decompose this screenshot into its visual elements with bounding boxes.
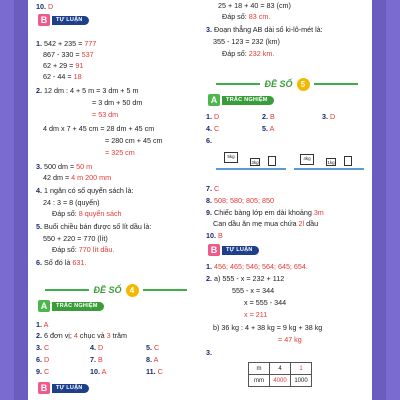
answer-value: D: [98, 343, 104, 352]
question-number: 10.: [206, 231, 216, 240]
question-number: 3.: [36, 343, 42, 352]
q5-calc: [43, 234, 108, 243]
answer-value: D: [214, 112, 220, 121]
tl5-q1: [206, 262, 308, 271]
r-q3-calc: [213, 37, 280, 46]
expression: = 280 cm + 45 cm: [105, 136, 163, 145]
question-number: 9.: [36, 367, 42, 376]
q2-row-4: [43, 124, 154, 133]
expression: a) 555 - x = 232 + 112: [214, 274, 285, 283]
section-label: TỰ LUẬN: [222, 246, 259, 255]
answer-page: [28, 0, 372, 400]
question-number: 3.: [206, 25, 212, 34]
mc5-q7: [206, 184, 219, 193]
tl5-q2-a4: [244, 310, 267, 319]
question-text: Số đó là: [44, 258, 73, 267]
expression: 867 - 330 =: [43, 50, 82, 59]
weight-label: 3kg: [251, 160, 259, 165]
question-number: 9.: [206, 208, 212, 217]
calculation: 550 + 220 = 770 (lít): [43, 234, 108, 243]
weight-1kg: [326, 158, 336, 166]
expression: 542 + 235 =: [44, 39, 85, 48]
mc4-q6: [36, 355, 49, 364]
section-letter: A: [208, 94, 220, 106]
q2-row-2: [92, 98, 142, 107]
expression: = 3 dm + 50 dm: [92, 98, 143, 107]
answer-value: 18: [73, 72, 82, 81]
question-text: Buổi chiều bán được số lít dầu là:: [44, 222, 152, 231]
tu-luan-header: [38, 14, 89, 26]
text-part: Chiếc bàng lớp em dài khoảng: [214, 208, 314, 217]
question-number: 8.: [146, 355, 152, 364]
r-q3-answer: [222, 49, 274, 58]
de-so-5-heading: [206, 77, 368, 91]
answer-value: 4 m 200 mm: [71, 173, 112, 182]
mc5-q5: [262, 124, 274, 133]
section-label: TỰ LUẬN: [52, 16, 89, 25]
answer-value: = 53 dm: [92, 110, 119, 119]
mc5-q2: [262, 112, 275, 121]
answer-value: = 47 kg: [278, 335, 302, 344]
mc5-q4: [206, 124, 219, 133]
top-answer: [222, 12, 270, 21]
heading-rule-right: [143, 289, 187, 291]
heading-label: ĐỀ SỐ: [93, 285, 122, 295]
mc4-q10: [90, 367, 106, 376]
question-number: 4.: [206, 124, 212, 133]
expression: 42 dm =: [43, 173, 72, 182]
answer-value: 8 quyển sách: [78, 209, 122, 218]
answer-prefix: Đáp số:: [222, 49, 249, 58]
tl5-q2-b1: [213, 323, 322, 332]
expression: 62 + 29 =: [43, 61, 76, 70]
tl5-q3: [206, 348, 212, 357]
expression: x = 555 - 344: [244, 298, 287, 307]
table-cell: m: [249, 363, 270, 375]
calculation: 355 - 123 = 232 (km): [213, 37, 280, 46]
mc4-q4: [90, 343, 103, 352]
tl5-q2-a2: [232, 286, 274, 295]
background-stripe-left: [0, 0, 14, 400]
question-number: 6.: [36, 355, 42, 364]
box-item: [344, 156, 352, 166]
mc4-q9: [36, 367, 49, 376]
answer-prefix: Đáp số:: [52, 209, 79, 218]
q1-row-1: [36, 39, 96, 48]
question-number: 1.: [206, 112, 212, 121]
q4-text: [36, 186, 134, 195]
question-number: 11.: [146, 367, 156, 376]
q4-answer: [52, 209, 122, 218]
box-item: [268, 156, 276, 166]
answer-value: A: [153, 355, 159, 364]
mc4-q1: [36, 320, 48, 329]
answer-value: C: [154, 343, 160, 352]
section-label: TRẮC NGHIỆM: [52, 302, 104, 311]
question-number: 4.: [36, 186, 42, 195]
mc4-q8: [146, 355, 158, 364]
mc4-q7: [90, 355, 103, 364]
answer-value: A: [43, 320, 49, 329]
table-cell: 4000: [270, 375, 291, 387]
answer-value: C: [44, 343, 50, 352]
expression: 500 dm =: [44, 162, 77, 171]
q3-row-2: [43, 173, 111, 182]
unit-table: [248, 362, 312, 387]
r-q3-text: [206, 25, 323, 34]
answer-value: 631.: [72, 258, 87, 267]
mc5-q3: [322, 112, 335, 121]
trac-nghiem-header: [38, 300, 104, 312]
q2-row-3: [92, 110, 118, 119]
q1-row-4: [43, 72, 82, 81]
answer-value: 4: [73, 331, 78, 340]
answer-value: 537: [81, 50, 94, 59]
text-part: 6 đơn vị;: [44, 331, 74, 340]
table-row: [249, 363, 312, 375]
q5-answer: [52, 245, 114, 254]
heading-rule-left: [216, 83, 260, 85]
answer-value: 2l: [298, 219, 305, 228]
section-letter: A: [38, 300, 50, 312]
table-cell: 1: [291, 363, 312, 375]
calculation: 24 : 3 = 8 (quyển): [43, 198, 100, 207]
question-number: 3.: [206, 348, 212, 357]
question-number: 5.: [146, 343, 152, 352]
weight-label: 1kg: [327, 160, 335, 165]
answer-value: 91: [75, 61, 84, 70]
weight-4kg: [300, 154, 314, 165]
text-part: dầu: [304, 219, 319, 228]
expression: 62 - 44 =: [43, 72, 74, 81]
answer-value: A: [269, 124, 275, 133]
answer-value: = 325 cm: [105, 148, 135, 157]
q2-row-1: [36, 86, 138, 95]
tl5-q2-b2: [278, 335, 302, 344]
question-number: 7.: [206, 184, 212, 193]
answer-value: 456; 465; 546; 564; 645; 654.: [214, 262, 308, 271]
answer-value: 50 m: [76, 162, 93, 171]
question-number: 3.: [322, 112, 328, 121]
question-number: 10.: [36, 2, 46, 11]
section-letter: B: [208, 244, 220, 256]
question-number: 3.: [36, 162, 42, 171]
background-stripe-right: [386, 0, 400, 400]
expression: 12 dm : 4 + 5 m = 3 dm + 5 m: [44, 86, 139, 95]
answer-value: 508; 580; 805; 850: [214, 196, 274, 205]
answer-value: 83 cm.: [248, 12, 271, 21]
mc4-q3: [36, 343, 49, 352]
answer-value: x = 211: [244, 310, 268, 319]
table-cell: 4: [270, 363, 291, 375]
expression: b) 36 kg : 4 + 38 kg = 9 kg + 38 kg: [213, 323, 323, 332]
q1-row-3: [43, 61, 83, 70]
q2-row-6: [105, 148, 135, 157]
calculation: 25 + 18 + 40 = 83 (cm): [218, 1, 291, 10]
q1-row-2: [43, 50, 94, 59]
question-number: 2.: [36, 86, 42, 95]
question-number: 4.: [90, 343, 96, 352]
question-number: 6.: [206, 136, 212, 145]
section-label: TRẮC NGHIỆM: [222, 96, 274, 105]
table-cell: 1000: [291, 375, 312, 387]
table-cell: mm: [249, 375, 270, 387]
mc5-q6: [206, 136, 212, 145]
scale-illustration: [216, 146, 366, 176]
heading-rule-left: [45, 289, 89, 291]
heading-number: 5: [297, 78, 310, 91]
answer-value: 777: [84, 39, 97, 48]
text-part: Can dầu ăn mẹ mua chứa: [213, 219, 299, 228]
shelf-right: [294, 168, 364, 170]
answer-value: B: [270, 112, 275, 121]
weight-3kg: [250, 158, 260, 166]
q6-text: [36, 258, 86, 267]
question-number: 1.: [36, 39, 42, 48]
question-number: 2.: [36, 331, 42, 340]
answer-prefix: Đáp số:: [222, 12, 249, 21]
weight-label: 4kg: [303, 156, 311, 161]
text-part: chục và: [77, 331, 107, 340]
answer-value: 3m: [313, 208, 324, 217]
expression: 555 - x = 344: [232, 286, 275, 295]
trac-nghiem-header-5: [208, 94, 274, 106]
question-number: 10.: [90, 367, 100, 376]
question-number: 2.: [262, 112, 268, 121]
mc4-q11: [146, 367, 163, 376]
question-text: 1 ngăn có số quyển sách là:: [44, 186, 134, 195]
tu-luan-header-4: [38, 382, 89, 394]
weight-5kg: [224, 152, 238, 163]
tl5-q2-a3: [244, 298, 286, 307]
answer-value: C: [214, 124, 220, 133]
mc5-q1: [206, 112, 219, 121]
answer-value: A: [101, 367, 107, 376]
answer-value: B: [98, 355, 103, 364]
answer-value: C: [214, 184, 220, 193]
section-letter: B: [38, 382, 50, 394]
q5-text: [36, 222, 151, 231]
heading-label: ĐỀ SỐ: [264, 79, 293, 89]
question-number: 2.: [206, 274, 212, 283]
q2-row-5: [105, 136, 163, 145]
answer-value: B: [218, 231, 223, 240]
q4-calc: [43, 198, 100, 207]
mc5-q9: [206, 208, 324, 217]
de-so-4-heading: [36, 283, 196, 297]
answer-value: C: [157, 367, 163, 376]
heading-number: 4: [126, 284, 139, 297]
answer-value: 3: [106, 331, 111, 340]
tl5-q2-a1: [206, 274, 284, 283]
mc5-q8: [206, 196, 274, 205]
answer-value: D: [44, 355, 50, 364]
heading-rule-right: [314, 83, 358, 85]
table-row: [249, 375, 312, 387]
answer-value: D: [330, 112, 336, 121]
answer-value: C: [44, 367, 50, 376]
question-number: 6.: [36, 258, 42, 267]
question-text: Đoạn thẳng AB dài số ki-lô-mét là:: [214, 25, 323, 34]
question-number: 7.: [90, 355, 96, 364]
answer-value: 770 lít dầu.: [78, 245, 115, 254]
mc5-q9-line2: [213, 219, 318, 228]
mc4-q5: [146, 343, 159, 352]
question-number: 1.: [206, 262, 212, 271]
section-letter: B: [38, 14, 50, 26]
question-number: 8.: [206, 196, 212, 205]
question-number: 5.: [262, 124, 268, 133]
section-label: TỰ LUẬN: [52, 384, 89, 393]
top-calc: [218, 1, 291, 10]
q3-row-1: [36, 162, 92, 171]
mc4-q2: [36, 331, 127, 340]
answer-prefix: Đáp số:: [52, 245, 79, 254]
mc5-q10: [206, 231, 223, 240]
answer-value: 232 km.: [248, 49, 275, 58]
tu-luan-header-5: [208, 244, 259, 256]
answer-10: [36, 2, 53, 11]
answer-value: D: [48, 2, 54, 11]
question-number: 5.: [36, 222, 42, 231]
weight-label: 5kg: [227, 154, 235, 159]
question-number: 1.: [36, 320, 42, 329]
text-part: trăm: [110, 331, 128, 340]
shelf-left: [216, 168, 286, 170]
expression: 4 dm x 7 + 45 cm = 28 dm + 45 cm: [43, 124, 155, 133]
